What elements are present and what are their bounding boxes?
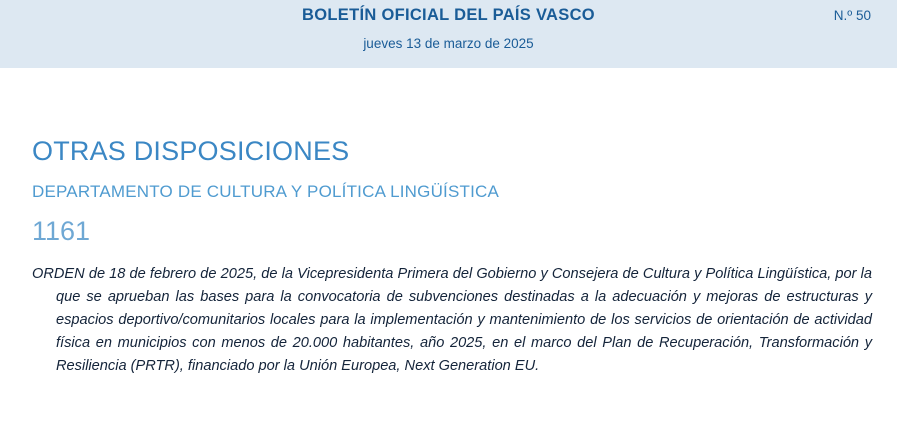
document-summary bbox=[32, 263, 872, 378]
department-heading: DEPARTAMENTO DE CULTURA Y POLÍTICA LINGÜÍSTICA bbox=[32, 182, 500, 201]
section-heading: OTRAS DISPOSICIONES bbox=[32, 136, 350, 166]
publication-date: jueves 13 de marzo de 2025 bbox=[363, 36, 534, 51]
document-summary-text: ORDEN de 18 de febrero de 2025, de la Vicepresidenta Primera del Gobierno y Consejera de Cultura y Política Lingüística, por la que se aprueban las bases para la convocatoria de subvenciones destinadas a la adecuación y mejoras de estructuras y espacios deportivo/comunitarios locales para la implementación y mantenimiento de los servicios de orientación de actividad física en municipios con menos de 20.000 habitantes, año 2025, en el marco del Plan de Recuperación, Transformación y Resiliencia (PRTR), financiado por la Unión Europea, Next Generation EU. bbox=[32, 266, 872, 375]
issue-number: N.º 50 bbox=[833, 8, 871, 23]
page-header-band bbox=[0, 0, 897, 68]
document-number: 1161 bbox=[32, 216, 91, 246]
bulletin-title: BOLETÍN OFICIAL DEL PAÍS VASCO bbox=[302, 6, 595, 24]
